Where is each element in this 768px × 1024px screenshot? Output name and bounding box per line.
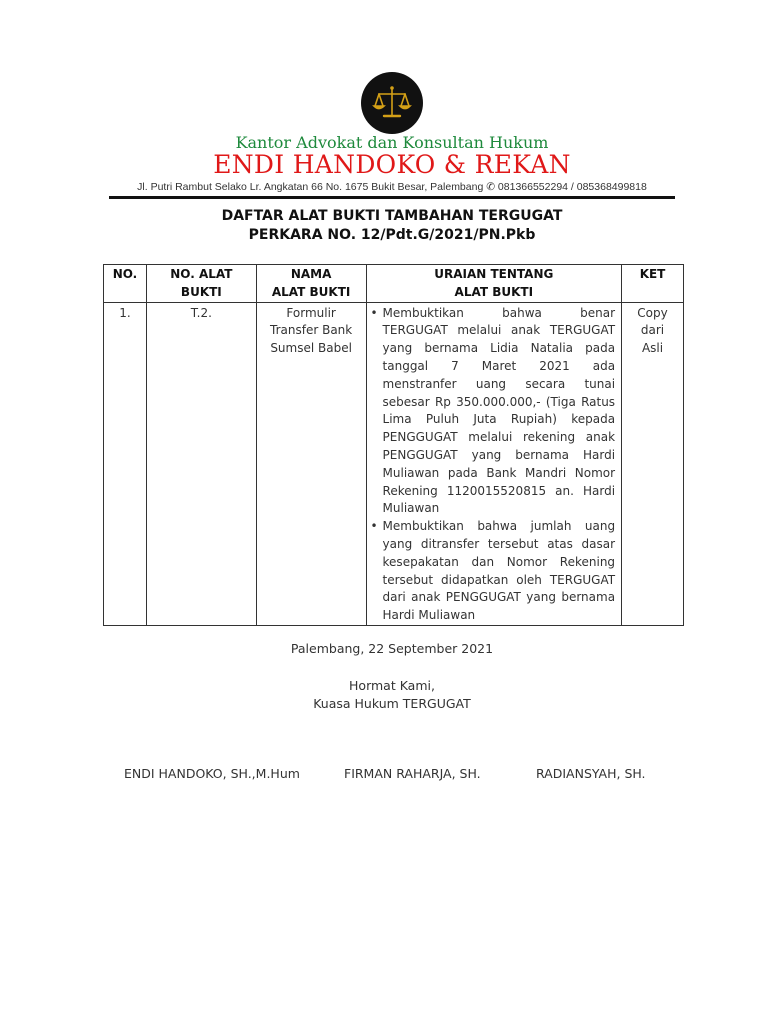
- uraian-list: [371, 305, 616, 625]
- list-item: • Membuktikan bahwa benar TERGUGAT melalui anak TERGUGAT yang bernama Lidia Natalia pada tanggal 7 Maret 2021 ada menstranfer uang secara tunai sebesar Rp 350.000.000,- (Tiga Ratus Lima Puluh Juta Rupiah) kepada PENGGUGAT melalui rekening anak PENGGUGAT yang bernama Hardi Muliawan pada Bank Mandri Nomor Rekening 1120015520815 an. Hardi Muliawan: [371, 305, 616, 519]
- signatory-radiansyah: RADIANSYAH, SH.: [536, 766, 646, 781]
- signatory-endi-handoko: ENDI HANDOKO, SH.,M.Hum: [124, 766, 300, 781]
- table-header-row: [104, 265, 684, 303]
- firm-logo: [361, 72, 423, 134]
- header-nama-line2: ALAT BUKTI: [271, 284, 351, 299]
- closing-regards: Hormat Kami,: [349, 678, 435, 693]
- header-nama-line1: NAMA: [290, 267, 332, 281]
- cell-ket-line1: Copy: [637, 305, 668, 320]
- cell-uraian: [366, 302, 622, 625]
- scales-of-justice-icon: [371, 82, 413, 124]
- cell-ket-line3: Asli: [641, 341, 664, 356]
- table-row: [104, 302, 684, 625]
- header-uraian-line1: URAIAN TENTANG: [434, 267, 554, 281]
- header-no-alat-line1: NO. ALAT: [170, 267, 233, 281]
- header-no-label: NO.: [112, 267, 138, 281]
- evidence-table: [103, 264, 684, 626]
- case-number: PERKARA NO. 12/Pdt.G/2021/PN.Pkb: [248, 227, 536, 243]
- header-uraian-line2: ALAT BUKTI: [454, 284, 534, 299]
- cell-ket: [622, 302, 684, 625]
- document-title: DAFTAR ALAT BUKTI TAMBAHAN TERGUGAT: [221, 208, 563, 224]
- firm-subtitle: Kantor Advokat dan Konsultan Hukum: [235, 133, 549, 152]
- cell-ket-line2: dari: [640, 323, 665, 338]
- cell-no-alat: T.2.: [146, 302, 256, 625]
- header-no-alat-bukti: [146, 265, 256, 303]
- firm-address: Jl. Putri Rambut Selako Lr. Angkatan 66 No. 1675 Bukit Besar, Palembang ✆ 081366552294 / 085368499818: [137, 181, 647, 193]
- cell-no: 1.: [104, 302, 147, 625]
- header-uraian: [366, 265, 622, 303]
- cell-nama: [256, 302, 366, 625]
- header-no-alat-line2: BUKTI: [180, 284, 222, 299]
- header-ket: [622, 265, 684, 303]
- attorney-role: Kuasa Hukum TERGUGAT: [313, 696, 471, 711]
- header-no: [104, 265, 147, 303]
- place-date: Palembang, 22 September 2021: [290, 641, 494, 656]
- firm-name: ENDI HANDOKO & REKAN: [213, 150, 571, 179]
- header-ket-label: KET: [639, 267, 666, 281]
- header-nama-alat-bukti: [256, 265, 366, 303]
- cell-nama-line1: Formulir: [286, 305, 336, 320]
- cell-nama-line3: Sumsel Babel: [270, 341, 352, 356]
- list-item: • Membuktikan bahwa jumlah uang yang ditransfer tersebut atas dasar kesepakatan dan Nomor Rekening tersebut didapatkan oleh TERGUGAT dari anak PENGGUGAT yang bernama Hardi Muliawan: [371, 518, 616, 625]
- cell-nama-line2: Transfer Bank: [270, 323, 353, 338]
- signatory-firman-raharja: FIRMAN RAHARJA, SH.: [344, 766, 481, 781]
- header-divider: [109, 196, 675, 199]
